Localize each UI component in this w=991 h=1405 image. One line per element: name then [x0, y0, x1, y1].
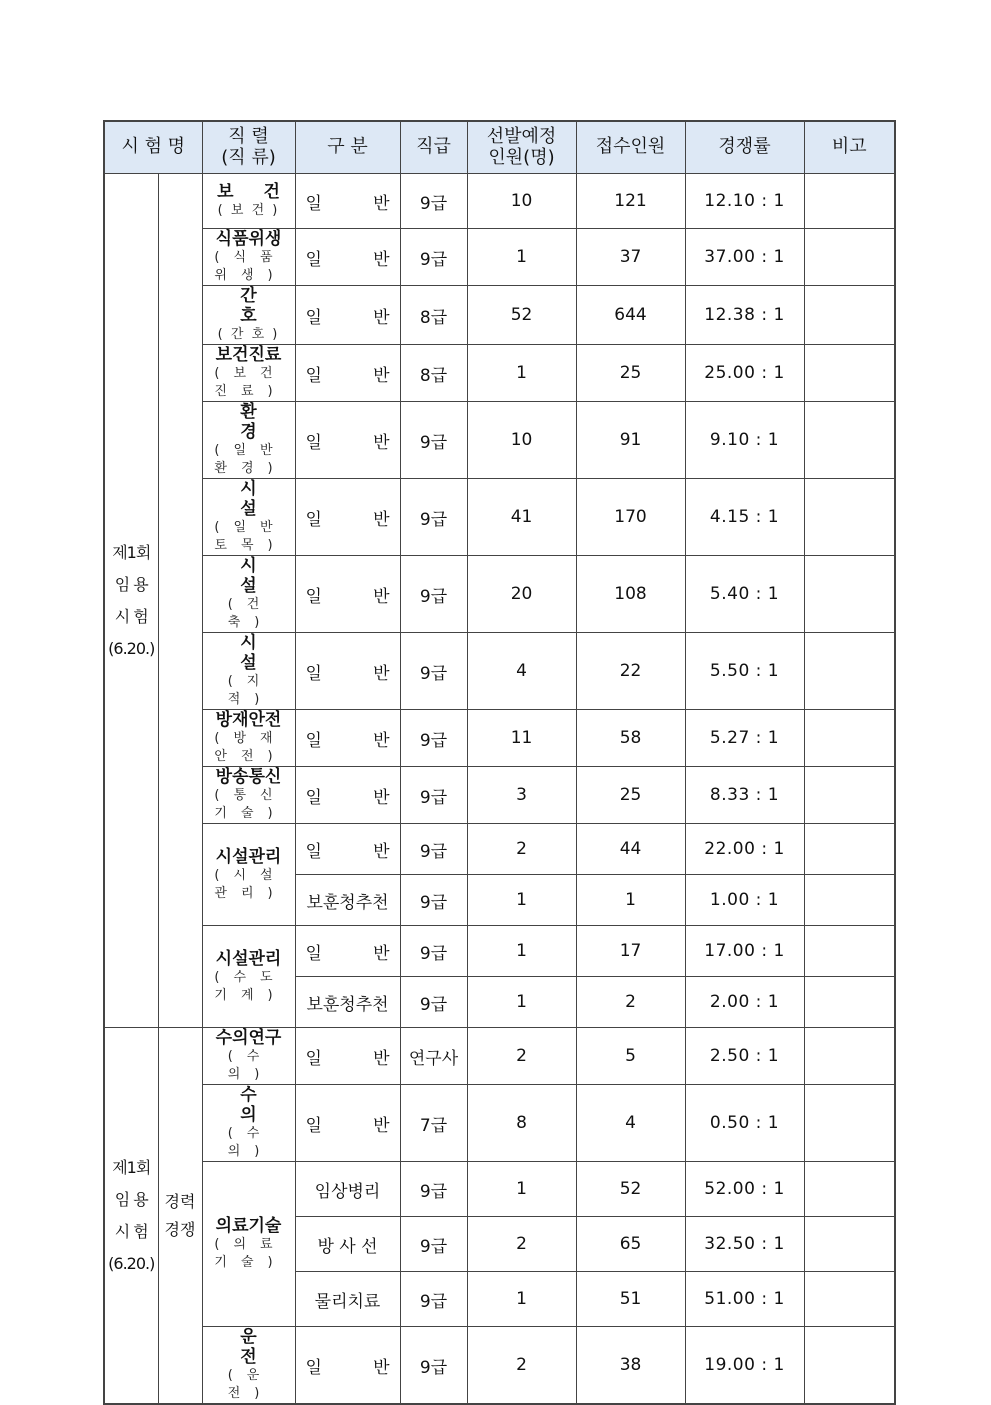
category-part: 반: [373, 1115, 390, 1136]
ratio-cell: 1.00 : 1: [685, 875, 804, 926]
series-cell: [202, 402, 295, 479]
planned-cell: 2: [467, 1217, 576, 1272]
table-row: [104, 345, 895, 402]
applicants-cell: 25: [576, 345, 685, 402]
category-part: 반: [373, 943, 390, 964]
table-row: [104, 633, 895, 710]
exam-cell: [104, 1028, 158, 1405]
series-subtitle: (통신기술): [214, 788, 287, 821]
planned-cell: 8: [467, 1085, 576, 1162]
applicants-cell: 170: [576, 479, 685, 556]
exam-line: 제1회: [112, 1157, 151, 1177]
series-name: 시 설: [240, 633, 293, 673]
series-subtitle: (운 전): [227, 1368, 274, 1401]
applicants-cell: 38: [576, 1327, 685, 1405]
note-cell: [804, 1085, 895, 1162]
series-name: 운 전: [240, 1327, 293, 1367]
note-cell: [804, 402, 895, 479]
category-part: 일: [305, 193, 322, 214]
applicants-cell: 644: [576, 286, 685, 345]
ratio-cell: 8.33 : 1: [685, 767, 804, 824]
category-part: 일: [305, 841, 322, 862]
series-subtitle: (지 적): [227, 674, 274, 707]
grade-cell: 9급: [400, 767, 467, 824]
applicants-cell: 5: [576, 1028, 685, 1085]
series-name: 시 설: [240, 556, 293, 596]
category-cell: [295, 824, 400, 875]
ratio-cell: 37.00 : 1: [685, 229, 804, 286]
exam-line: (6.20.): [108, 1253, 155, 1273]
ratio-cell: 22.00 : 1: [685, 824, 804, 875]
ratio-cell: 9.10 : 1: [685, 402, 804, 479]
table-row: [104, 710, 895, 767]
category-part: 일: [305, 365, 322, 386]
table-row: [104, 229, 895, 286]
planned-cell: 1: [467, 875, 576, 926]
exam-line: (6.20.): [108, 638, 155, 658]
category-part: 일: [305, 1115, 322, 1136]
grade-cell: 9급: [400, 710, 467, 767]
header-category: 구 분: [295, 121, 400, 174]
ratio-cell: 12.38 : 1: [685, 286, 804, 345]
category-part: 일: [305, 432, 322, 453]
planned-cell: 1: [467, 1162, 576, 1217]
note-cell: [804, 1028, 895, 1085]
grade-cell: 9급: [400, 875, 467, 926]
grade-cell: 9급: [400, 556, 467, 633]
category-cell: [295, 977, 400, 1028]
category-cell: [295, 345, 400, 402]
note-cell: [804, 767, 895, 824]
series-cell: [202, 767, 295, 824]
ratio-cell: 51.00 : 1: [685, 1272, 804, 1327]
applicants-cell: 51: [576, 1272, 685, 1327]
grade-cell: 9급: [400, 1327, 467, 1405]
ratio-cell: 12.10 : 1: [685, 174, 804, 229]
note-cell: [804, 556, 895, 633]
series-name: 방송통신: [215, 767, 282, 787]
table-row: [104, 1327, 895, 1405]
grade-cell: 9급: [400, 1162, 467, 1217]
applicants-cell: 37: [576, 229, 685, 286]
category-cell: [295, 556, 400, 633]
exam-line: 임 용: [114, 1189, 148, 1209]
series-subtitle: (일반환경): [214, 443, 287, 476]
category-label: 물리치료: [314, 1291, 381, 1312]
table-row: [104, 1028, 895, 1085]
planned-cell: 1: [467, 926, 576, 977]
grade-cell: 9급: [400, 824, 467, 875]
series-name: 보건진료: [215, 345, 282, 365]
category-part: 반: [373, 730, 390, 751]
header-planned: 선발예정 인원(명): [467, 121, 576, 174]
planned-cell: 41: [467, 479, 576, 556]
category-cell: [295, 402, 400, 479]
category-part: 반: [373, 1357, 390, 1378]
category-cell: [295, 174, 400, 229]
planned-cell: 52: [467, 286, 576, 345]
grade-cell: 8급: [400, 345, 467, 402]
series-cell: [202, 1085, 295, 1162]
category-cell: [295, 1085, 400, 1162]
planned-cell: 2: [467, 824, 576, 875]
note-cell: [804, 926, 895, 977]
ratio-cell: 5.40 : 1: [685, 556, 804, 633]
category-part: 반: [373, 432, 390, 453]
category-label: 보훈청추천: [306, 994, 389, 1015]
planned-cell: 1: [467, 345, 576, 402]
table-row: [104, 926, 895, 977]
category-cell: [295, 229, 400, 286]
category-cell: [295, 633, 400, 710]
series-cell: [202, 824, 295, 926]
note-cell: [804, 479, 895, 556]
table-row: [104, 479, 895, 556]
applicants-cell: 65: [576, 1217, 685, 1272]
category-cell: [295, 479, 400, 556]
category-cell: [295, 926, 400, 977]
series-name: 방재안전: [215, 710, 282, 730]
series-name: 간 호: [240, 286, 293, 326]
series-cell: [202, 710, 295, 767]
note-cell: [804, 977, 895, 1028]
subtype-line: 경쟁: [164, 1219, 196, 1239]
category-part: 일: [305, 586, 322, 607]
series-name: 환 경: [240, 402, 293, 442]
ratio-cell: 17.00 : 1: [685, 926, 804, 977]
series-name: 수 의: [240, 1085, 293, 1125]
table-row: [104, 174, 895, 229]
series-name: 시설관리: [215, 948, 282, 969]
series-subtitle: ( 간 호 ): [217, 327, 280, 342]
planned-cell: 1: [467, 977, 576, 1028]
note-cell: [804, 824, 895, 875]
table-row: [104, 556, 895, 633]
category-cell: [295, 710, 400, 767]
category-cell: [295, 1272, 400, 1327]
header-ratio: 경쟁률: [685, 121, 804, 174]
ratio-cell: 5.27 : 1: [685, 710, 804, 767]
planned-cell: 11: [467, 710, 576, 767]
category-part: 반: [373, 193, 390, 214]
category-part: 반: [373, 249, 390, 270]
ratio-cell: 5.50 : 1: [685, 633, 804, 710]
category-part: 일: [305, 509, 322, 530]
grade-cell: 9급: [400, 1217, 467, 1272]
series-subtitle: (방재안전): [214, 731, 287, 764]
category-cell: [295, 1217, 400, 1272]
category-part: 일: [305, 730, 322, 751]
category-label: 임상병리: [314, 1181, 381, 1202]
series-name: 의료기술: [215, 1216, 282, 1236]
category-part: 일: [305, 1357, 322, 1378]
exam-subtype-cell: [158, 1028, 202, 1405]
category-cell: [295, 286, 400, 345]
planned-cell: 10: [467, 174, 576, 229]
category-part: 반: [373, 663, 390, 684]
category-part: 반: [373, 509, 390, 530]
grade-cell: 8급: [400, 286, 467, 345]
category-part: 반: [373, 1048, 390, 1069]
category-label: 방 사 선: [317, 1236, 378, 1257]
exam-subtype-cell: [158, 174, 202, 1028]
category-label: 보훈청추천: [306, 892, 389, 913]
applicants-cell: 52: [576, 1162, 685, 1217]
exam-line: 제1회: [112, 542, 151, 562]
note-cell: [804, 229, 895, 286]
series-cell: [202, 345, 295, 402]
grade-cell: 9급: [400, 926, 467, 977]
series-subtitle: (일반토목): [214, 520, 287, 553]
category-part: 일: [305, 943, 322, 964]
ratio-cell: 2.50 : 1: [685, 1028, 804, 1085]
series-name: 식품위생: [215, 229, 282, 249]
grade-cell: 9급: [400, 1272, 467, 1327]
category-cell: [295, 1028, 400, 1085]
series-cell: [202, 286, 295, 345]
applicants-cell: 4: [576, 1085, 685, 1162]
series-subtitle: (의료기술): [214, 1237, 287, 1270]
header-note: 비고: [804, 121, 895, 174]
table-row: [104, 402, 895, 479]
applicants-cell: 25: [576, 767, 685, 824]
note-cell: [804, 710, 895, 767]
table-row: [104, 767, 895, 824]
series-cell: [202, 229, 295, 286]
category-part: 일: [305, 787, 322, 808]
note-cell: [804, 174, 895, 229]
series-cell: [202, 926, 295, 1028]
ratio-cell: 25.00 : 1: [685, 345, 804, 402]
category-part: 일: [305, 307, 322, 328]
category-part: 반: [373, 841, 390, 862]
applicants-cell: 44: [576, 824, 685, 875]
category-part: 반: [373, 787, 390, 808]
exam-cell: [104, 174, 158, 1028]
exam-line: 시 험: [114, 1221, 148, 1241]
series-cell: [202, 1162, 295, 1327]
planned-cell: 1: [467, 229, 576, 286]
note-cell: [804, 875, 895, 926]
category-cell: [295, 875, 400, 926]
series-name: 수의연구: [215, 1028, 282, 1048]
planned-cell: 2: [467, 1327, 576, 1405]
note-cell: [804, 1162, 895, 1217]
applicants-cell: 91: [576, 402, 685, 479]
series-cell: [202, 1327, 295, 1405]
applicants-cell: 17: [576, 926, 685, 977]
grade-cell: 9급: [400, 633, 467, 710]
series-subtitle: (수도기계): [214, 969, 287, 1003]
header-exam: 시 험 명: [104, 121, 202, 174]
series-subtitle: (보건진료): [214, 366, 287, 399]
category-part: 반: [373, 365, 390, 386]
series-cell: [202, 479, 295, 556]
planned-cell: 20: [467, 556, 576, 633]
series-cell: [202, 1028, 295, 1085]
series-subtitle: (건 축): [227, 597, 274, 630]
grade-cell: 9급: [400, 229, 467, 286]
grade-cell: 9급: [400, 402, 467, 479]
category-part: 일: [305, 1048, 322, 1069]
category-cell: [295, 1162, 400, 1217]
applicants-cell: 121: [576, 174, 685, 229]
ratio-cell: 0.50 : 1: [685, 1085, 804, 1162]
ratio-cell: 19.00 : 1: [685, 1327, 804, 1405]
table-row: [104, 824, 895, 875]
category-part: 반: [373, 586, 390, 607]
series-name: 시 설: [240, 479, 293, 519]
grade-cell: 9급: [400, 479, 467, 556]
ratio-cell: 52.00 : 1: [685, 1162, 804, 1217]
series-subtitle: (수 의): [227, 1126, 274, 1159]
table-row: [104, 1085, 895, 1162]
applicants-cell: 1: [576, 875, 685, 926]
planned-cell: 3: [467, 767, 576, 824]
planned-cell: 1: [467, 1272, 576, 1327]
note-cell: [804, 633, 895, 710]
category-cell: [295, 1327, 400, 1405]
series-name: 보 건: [217, 182, 292, 202]
series-subtitle: (식품위생): [214, 250, 287, 283]
header-applicants: 접수인원: [576, 121, 685, 174]
planned-cell: 10: [467, 402, 576, 479]
note-cell: [804, 286, 895, 345]
ratio-cell: 32.50 : 1: [685, 1217, 804, 1272]
exam-line: 시 험: [114, 606, 148, 626]
series-cell: [202, 174, 295, 229]
header-grade: 직급: [400, 121, 467, 174]
category-part: 반: [373, 307, 390, 328]
ratio-cell: 4.15 : 1: [685, 479, 804, 556]
note-cell: [804, 345, 895, 402]
grade-cell: 9급: [400, 977, 467, 1028]
exam-line: 임 용: [114, 574, 148, 594]
note-cell: [804, 1272, 895, 1327]
series-subtitle: (시설관리): [214, 867, 287, 901]
subtype-line: 경력: [164, 1191, 196, 1211]
series-name: 시설관리: [215, 846, 282, 867]
note-cell: [804, 1217, 895, 1272]
header-series: 직 렬 (직 류): [202, 121, 295, 174]
table-row: [104, 286, 895, 345]
series-cell: [202, 556, 295, 633]
applicants-cell: 22: [576, 633, 685, 710]
applicants-cell: 108: [576, 556, 685, 633]
applicants-cell: 58: [576, 710, 685, 767]
grade-cell: 7급: [400, 1085, 467, 1162]
applicants-cell: 2: [576, 977, 685, 1028]
grade-cell: 9급: [400, 174, 467, 229]
category-part: 일: [305, 663, 322, 684]
note-cell: [804, 1327, 895, 1405]
header-row: [104, 121, 895, 174]
category-part: 일: [305, 249, 322, 270]
grade-cell: 연구사: [400, 1028, 467, 1085]
category-cell: [295, 767, 400, 824]
planned-cell: 2: [467, 1028, 576, 1085]
recruitment-table: [103, 120, 896, 1405]
planned-cell: 4: [467, 633, 576, 710]
series-subtitle: ( 보 건 ): [217, 203, 280, 218]
table-row: [104, 1162, 895, 1217]
ratio-cell: 2.00 : 1: [685, 977, 804, 1028]
series-cell: [202, 633, 295, 710]
series-subtitle: (수 의): [227, 1049, 274, 1082]
